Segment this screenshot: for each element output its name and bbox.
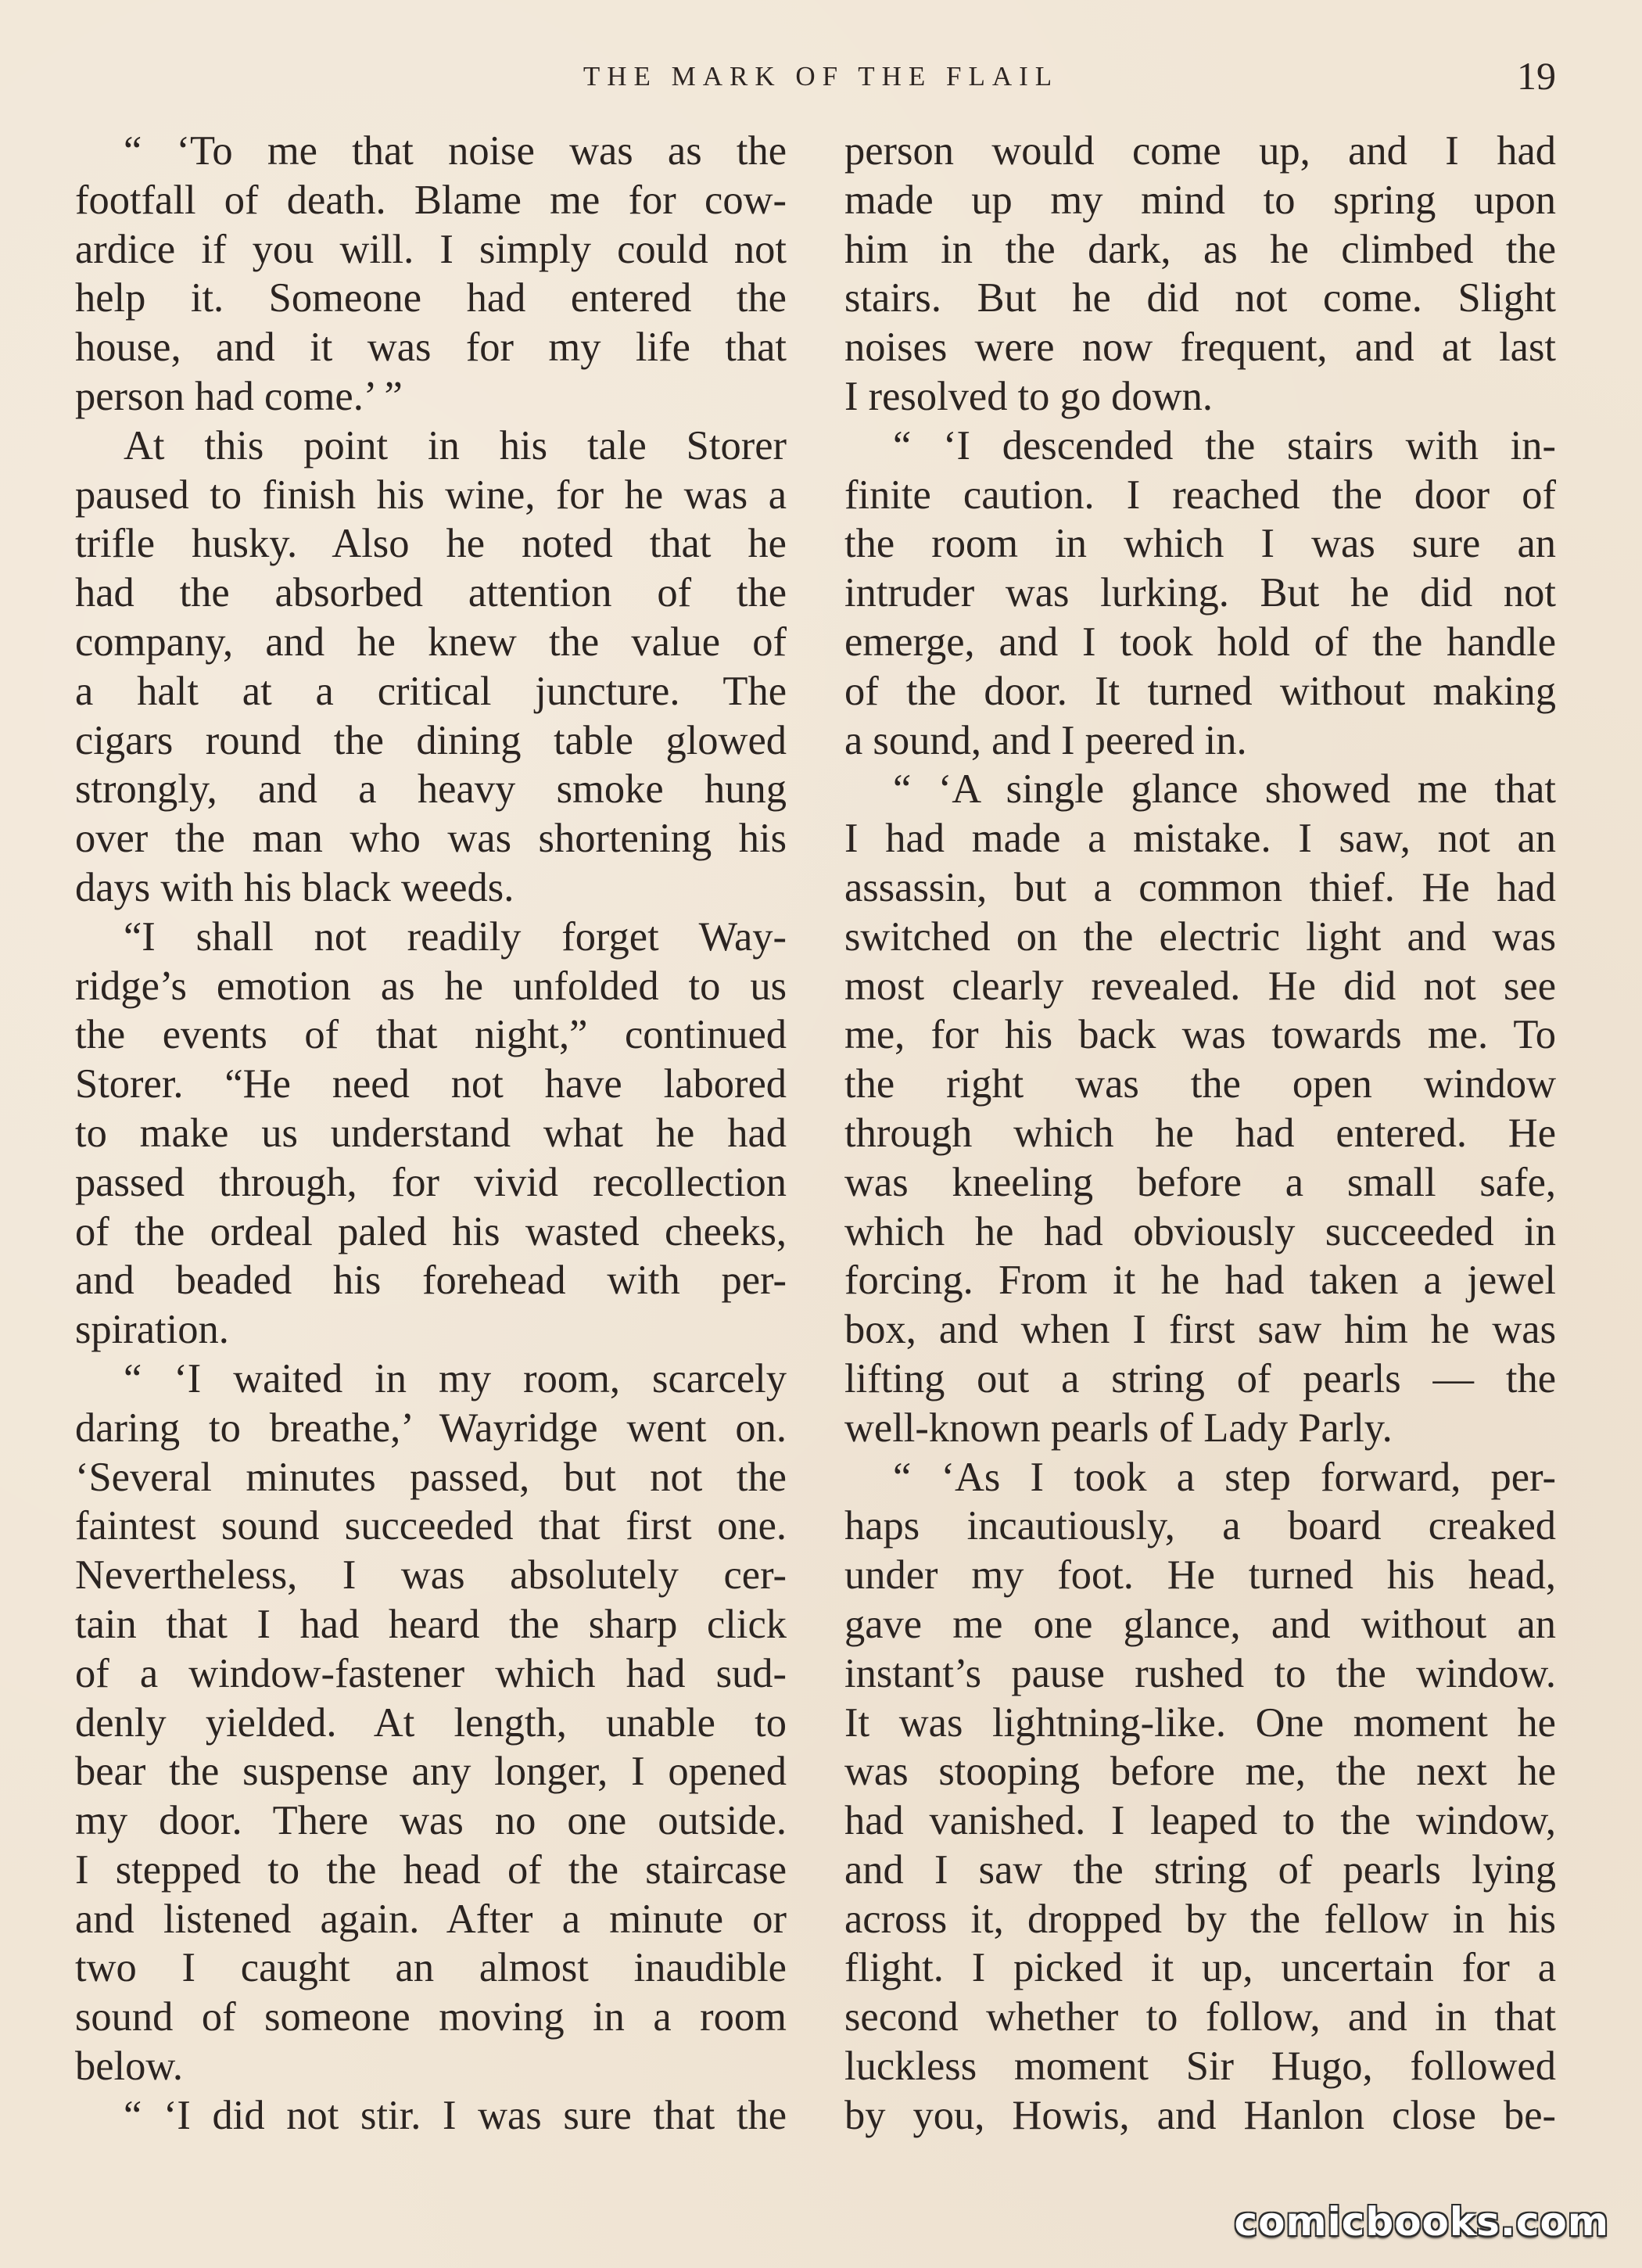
text-line: passed through, for vivid recollection bbox=[75, 1159, 787, 1205]
text-line: forcing. From it he had taken a jewel bbox=[844, 1258, 1556, 1304]
text-line: denly yielded. At length, unable to bbox=[75, 1699, 787, 1746]
text-line: cigars round the dining table glowed bbox=[75, 717, 787, 763]
text-line: days with his black weeds. bbox=[75, 864, 514, 910]
text-line: made up my mind to spring upon bbox=[844, 177, 1556, 223]
text-line: bear the suspense any longer, I opened bbox=[75, 1749, 787, 1795]
text-line: faintest sound succeeded that first one. bbox=[75, 1503, 787, 1549]
text-line: my door. There was no one outside. bbox=[75, 1798, 787, 1844]
text-line: of the ordeal paled his wasted cheeks, bbox=[75, 1208, 787, 1254]
text-line: footfall of death. Blame me for cow- bbox=[75, 177, 787, 223]
page-number: 19 bbox=[1517, 54, 1556, 98]
text-line: switched on the electric light and was bbox=[844, 913, 1556, 960]
text-line: intruder was lurking. But he did not bbox=[844, 570, 1556, 616]
text-line: was kneeling before a small safe, bbox=[844, 1159, 1556, 1205]
text-line: of a window-fastener which had sud- bbox=[75, 1650, 787, 1696]
text-line: I had made a mistake. I saw, not an bbox=[844, 816, 1556, 862]
text-line: box, and when I first saw him he was bbox=[844, 1307, 1556, 1353]
text-line: “ ‘A single glance showed me that bbox=[893, 766, 1556, 813]
site-watermark: comicbooks.com bbox=[1234, 2199, 1609, 2245]
text-line: second whether to follow, and in that bbox=[844, 1994, 1556, 2040]
text-line: and listened again. After a minute or bbox=[75, 1896, 787, 1942]
text-line: by you, Howis, and Hanlon close be- bbox=[844, 2092, 1556, 2138]
text-line: a sound, and I peered in. bbox=[844, 717, 1247, 763]
text-line: noises were now frequent, and at last bbox=[844, 325, 1556, 371]
text-line: person would come up, and I had bbox=[844, 128, 1556, 174]
text-line: stairs. But he did not come. Slight bbox=[844, 275, 1556, 321]
text-line: luckless moment Sir Hugo, followed bbox=[844, 2044, 1556, 2090]
text-line: had vanished. I leaped to the window, bbox=[844, 1798, 1556, 1844]
text-line: trifle husky. Also he noted that he bbox=[75, 521, 787, 567]
text-line: paused to finish his wine, for he was a bbox=[75, 472, 787, 518]
text-line: the events of that night,” continued bbox=[75, 1012, 787, 1058]
text-line: It was lightning-like. One moment he bbox=[844, 1699, 1556, 1746]
text-line: finite caution. I reached the door of bbox=[844, 472, 1556, 518]
text-line: “ ‘I waited in my room, scarcely bbox=[124, 1355, 787, 1401]
running-head bbox=[0, 54, 1642, 108]
text-line: ridge’s emotion as he unfolded to us bbox=[75, 963, 787, 1009]
text-line: “I shall not readily forget Way- bbox=[124, 913, 787, 960]
text-line: daring to breathe,’ Wayridge went on. bbox=[75, 1405, 787, 1451]
text-line: I resolved to go down. bbox=[844, 373, 1213, 419]
text-line: At this point in his tale Storer bbox=[124, 422, 787, 468]
text-line: ‘Several minutes passed, but not the bbox=[75, 1454, 787, 1500]
text-line: Storer. “He need not have labored bbox=[75, 1061, 787, 1107]
text-line: had the absorbed attention of the bbox=[75, 570, 787, 616]
text-line: a halt at a critical juncture. The bbox=[75, 668, 787, 714]
text-line: lifting out a string of pearls — the bbox=[844, 1355, 1556, 1401]
text-line: of the door. It turned without making bbox=[844, 668, 1556, 714]
text-line: “ ‘To me that noise was as the bbox=[124, 128, 787, 174]
text-line: ardice if you will. I simply could not bbox=[75, 226, 787, 272]
text-line: flight. I picked it up, uncertain for a bbox=[844, 1945, 1556, 1991]
text-line: “ ‘As I took a step forward, per- bbox=[893, 1454, 1556, 1500]
text-line: well-known pearls of Lady Parly. bbox=[844, 1405, 1393, 1451]
text-line: over the man who was shortening his bbox=[75, 816, 787, 862]
text-line: across it, dropped by the fellow in his bbox=[844, 1896, 1556, 1942]
text-line: under my foot. He turned his head, bbox=[844, 1552, 1556, 1599]
text-line: gave me one glance, and without an bbox=[844, 1601, 1556, 1647]
text-line: instant’s pause rushed to the window. bbox=[844, 1650, 1556, 1696]
text-line: spiration. bbox=[75, 1307, 229, 1353]
text-line: the room in which I was sure an bbox=[844, 521, 1556, 567]
text-line: to make us understand what he had bbox=[75, 1110, 787, 1156]
text-line: Nevertheless, I was absolutely cer- bbox=[75, 1552, 787, 1599]
text-column-right bbox=[844, 127, 1556, 2141]
text-line: and beaded his forehead with per- bbox=[75, 1258, 787, 1304]
text-line: company, and he knew the value of bbox=[75, 619, 787, 665]
text-line: assassin, but a common thief. He had bbox=[844, 864, 1556, 910]
text-line: help it. Someone had entered the bbox=[75, 275, 787, 321]
text-line: house, and it was for my life that bbox=[75, 325, 787, 371]
text-line: sound of someone moving in a room bbox=[75, 1994, 787, 2040]
text-line: most clearly revealed. He did not see bbox=[844, 963, 1556, 1009]
text-line: person had come.’ ” bbox=[75, 373, 403, 419]
text-line: strongly, and a heavy smoke hung bbox=[75, 766, 787, 813]
text-line: me, for his back was towards me. To bbox=[844, 1012, 1556, 1058]
text-line: through which he had entered. He bbox=[844, 1110, 1556, 1156]
text-line: below. bbox=[75, 2044, 184, 2090]
running-title: THE MARK OF THE FLAIL bbox=[583, 61, 1059, 92]
text-line: I stepped to the head of the staircase bbox=[75, 1846, 787, 1893]
text-line: the right was the open window bbox=[844, 1061, 1556, 1107]
text-column-left bbox=[75, 127, 787, 2141]
text-line: him in the dark, as he climbed the bbox=[844, 226, 1556, 272]
text-line: “ ‘I did not stir. I was sure that the bbox=[124, 2092, 787, 2138]
text-line: emerge, and I took hold of the handle bbox=[844, 619, 1556, 665]
text-line: and I saw the string of pearls lying bbox=[844, 1846, 1556, 1893]
text-line: two I caught an almost inaudible bbox=[75, 1945, 787, 1991]
text-line: was stooping before me, the next he bbox=[844, 1749, 1556, 1795]
text-line: “ ‘I descended the stairs with in- bbox=[893, 422, 1556, 468]
text-line: haps incautiously, a board creaked bbox=[844, 1503, 1556, 1549]
text-line: tain that I had heard the sharp click bbox=[75, 1601, 787, 1647]
text-line: which he had obviously succeeded in bbox=[844, 1208, 1556, 1254]
